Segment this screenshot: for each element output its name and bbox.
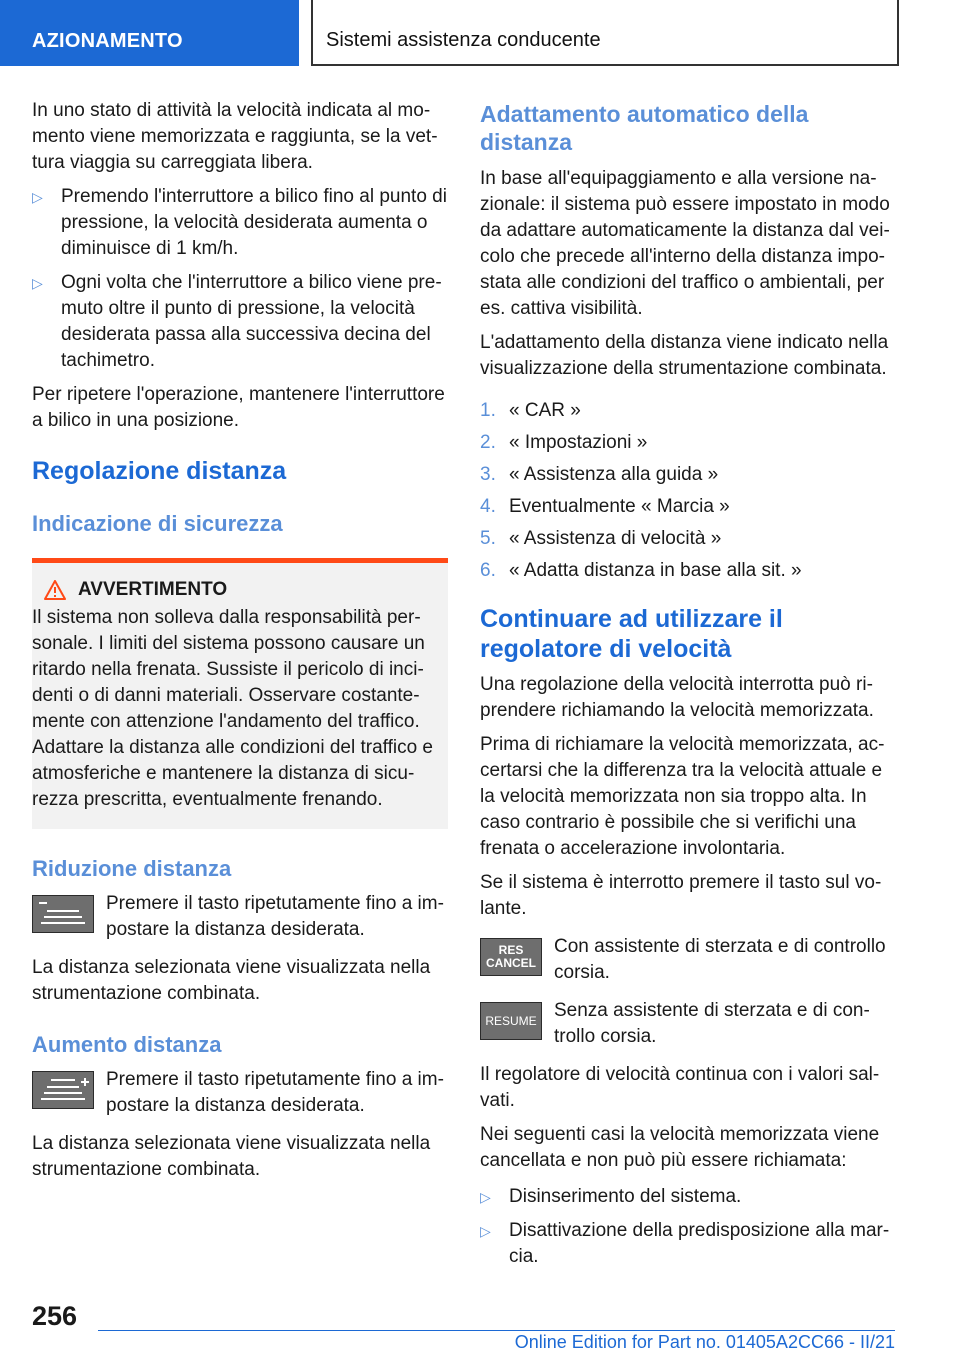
list-item	[480, 430, 898, 456]
header-chapter-title: Sistemi assistenza conducente	[326, 29, 601, 51]
triangle-bullet-icon: ▷	[32, 275, 43, 291]
list-item	[480, 462, 898, 488]
step-text: « Assistenza di velocità »	[509, 528, 722, 549]
bullet-text: Disattivazione della predisposizione alla marcia.	[509, 1220, 890, 1267]
reduce-distance-row	[32, 891, 448, 943]
continue-paragraph-5: Nei seguenti casi la velocità memorizzata viene cancellata e non può più essere richiamata:	[480, 1124, 880, 1171]
reduce-note: La distanza selezionata viene visualizzata nella strumentazione combinata.	[32, 957, 431, 1004]
bullet-item	[480, 1218, 898, 1270]
triangle-bullet-icon: ▷	[32, 189, 43, 205]
repeat-paragraph: Per ripetere l'operazione, mantenere l'interruttore a bilico in una posizione.	[32, 384, 445, 431]
left-column	[32, 98, 448, 1191]
step-number: 2.	[480, 432, 496, 453]
list-item	[480, 398, 898, 424]
increase-text: Premere il tasto ripetutamente fino a impostare la distanza desiderata.	[106, 1069, 444, 1116]
continue-paragraph-3: Se il sistema è interrotto premere il tasto sul volante.	[480, 872, 882, 919]
res-cancel-text: Con assistente di sterzata e di controllo corsia.	[554, 936, 886, 983]
resume-text: Senza assistente di sterzata e di controllo corsia.	[554, 1000, 870, 1047]
res-cancel-row	[480, 934, 898, 986]
bullet-item	[32, 270, 448, 374]
right-column	[480, 100, 898, 1278]
page-number: 256	[32, 1301, 78, 1331]
heading-continue: Continuare ad utilizzare il regolatore di velocità	[480, 605, 783, 663]
reduce-text: Premere il tasto ripetutamente fino a impostare la distanza desiderata.	[106, 893, 444, 940]
warning-title	[32, 579, 448, 601]
heading-distance: Regolazione distanza	[32, 457, 287, 485]
bullet-text: Disinserimento del sistema.	[509, 1186, 742, 1207]
step-number: 5.	[480, 528, 496, 549]
footer-edition: Online Edition for Part no. 01405A2CC66 - II/21	[514, 1332, 895, 1352]
bullet-item	[480, 1184, 898, 1210]
continue-paragraph-2: Prima di richiamare la velocità memorizzata, accertarsi che la differenza tra la velocità attuale e la velocità memorizzata non sia troppo alta. In caso contrario è possibile che si verifichi una frenata o accelerazione involontaria.	[480, 734, 885, 859]
list-item	[480, 494, 898, 520]
bullet-text: Premendo l'interruttore a bilico fino al punto di pressione, la velocità desiderata aumenta o diminuisce di 1 km/h.	[61, 186, 447, 259]
step-number: 1.	[480, 400, 496, 421]
continue-paragraph-4: Il regolatore di velocità continua con i valori salvati.	[480, 1064, 880, 1111]
resume-row	[480, 998, 898, 1050]
resume-label: RESUME	[485, 1014, 537, 1028]
heading-increase: Aumento distanza	[32, 1032, 222, 1057]
intro-paragraph: In uno stato di attività la velocità indicata al momento viene memorizzata e raggiunta, se la vettura viaggia su carreggiata libera.	[32, 100, 438, 173]
res-label: RES	[498, 943, 524, 957]
distance-minus-icon	[32, 895, 94, 933]
list-item	[480, 558, 898, 584]
warning-title-text: AVVERTIMENTO	[78, 579, 228, 600]
footer-divider	[98, 1330, 895, 1331]
step-text: « Adatta distanza in base alla sit. »	[509, 560, 802, 581]
auto-paragraph-2: L'adattamento della distanza viene indicato nella visualizzazione della strumentazione combinata.	[480, 332, 889, 379]
continue-paragraph-1: Una regolazione della velocità interrotta può riprendere richiamando la velocità memorizzata.	[480, 674, 874, 721]
auto-paragraph-1: In base all'equipaggiamento e alla versione nazionale: il sistema può essere impostato in modo da adattare automaticamente la distanza dal veicolo che precede all'interno della distanza impostata alle condizioni del traffico o ambientali, per es. cattiva visibilità.	[480, 168, 890, 319]
step-text: « Impostazioni »	[509, 432, 648, 453]
warning-box	[32, 558, 448, 829]
triangle-bullet-icon: ▷	[480, 1223, 491, 1239]
header-chapter-box	[311, 0, 899, 66]
cancel-label: CANCEL	[486, 956, 536, 970]
heading-reduce: Riduzione distanza	[32, 856, 232, 881]
step-text: « CAR »	[509, 400, 581, 421]
list-item	[480, 526, 898, 552]
res-cancel-button-icon	[480, 938, 542, 976]
warning-triangle-icon	[44, 580, 66, 600]
heading-safety: Indicazione di sicurezza	[32, 511, 283, 536]
distance-plus-icon	[32, 1071, 94, 1109]
header-section-title: AZIONAMENTO	[32, 30, 183, 52]
header-section-tab	[0, 0, 299, 66]
warning-text: Il sistema non solleva dalla responsabilità personale. I limiti del sistema possono causare un ritardo nella frenata. Sussiste il pericolo di incidenti o di danni materiali. Osservare costantemente con attenzione l'andamento del traffico. Adattare la distanza alle condizioni del traffico e atmosferiche e mantenere la distanza di sicurezza prescritta, eventualmente frenando.	[32, 607, 434, 810]
resume-button-icon	[480, 1002, 542, 1040]
bullet-text: Ogni volta che l'interruttore a bilico viene premuto oltre il punto di pressione, la velocità desiderata passa alla successiva decina del tachimetro.	[61, 272, 442, 371]
heading-auto-distance: Adattamento automatico della distanza	[480, 101, 809, 155]
step-text: « Assistenza alla guida »	[509, 464, 719, 485]
triangle-bullet-icon: ▷	[480, 1189, 491, 1205]
step-text: Eventualmente « Marcia »	[509, 496, 730, 517]
increase-distance-row	[32, 1067, 448, 1119]
step-number: 3.	[480, 464, 496, 485]
step-number: 6.	[480, 560, 496, 581]
step-number: 4.	[480, 496, 496, 517]
increase-note: La distanza selezionata viene visualizzata nella strumentazione combinata.	[32, 1133, 431, 1180]
bullet-item	[32, 184, 448, 262]
